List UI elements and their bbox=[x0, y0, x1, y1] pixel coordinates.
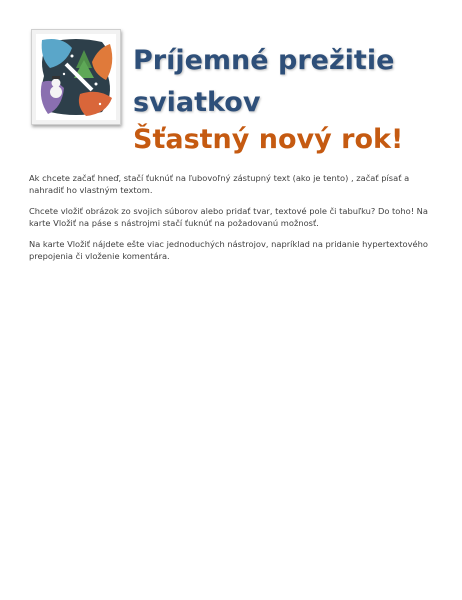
paragraph-3[interactable]: Na karte Vložiť nájdete ešte viac jednoduchých nástrojov, napríklad na pridanie hypertextového prepojenia či vloženie komentára. bbox=[29, 239, 428, 261]
title-line-1[interactable]: Príjemné prežitie bbox=[133, 45, 395, 76]
body-text[interactable] bbox=[29, 172, 439, 271]
holiday-card-image[interactable] bbox=[31, 29, 121, 125]
title-line-2[interactable]: sviatkov bbox=[133, 87, 261, 118]
paragraph-1[interactable]: Ak chcete začať hneď, stačí ťuknúť na ľubovoľný zástupný text (ako je tento) , začať písať a nahradiť ho vlastným textom. bbox=[29, 173, 410, 195]
holiday-card-illustration-icon bbox=[36, 34, 116, 120]
document-subtitle[interactable]: Šťastný nový rok! bbox=[133, 124, 404, 155]
paragraph-2[interactable]: Chcete vložiť obrázok zo svojich súborov alebo pridať tvar, textové pole či tabuľku? Do toho! Na karte Vložiť na páse s nástrojmi stačí ťuknúť na požadovanú možnosť. bbox=[29, 206, 428, 228]
document-title[interactable] bbox=[133, 40, 433, 124]
